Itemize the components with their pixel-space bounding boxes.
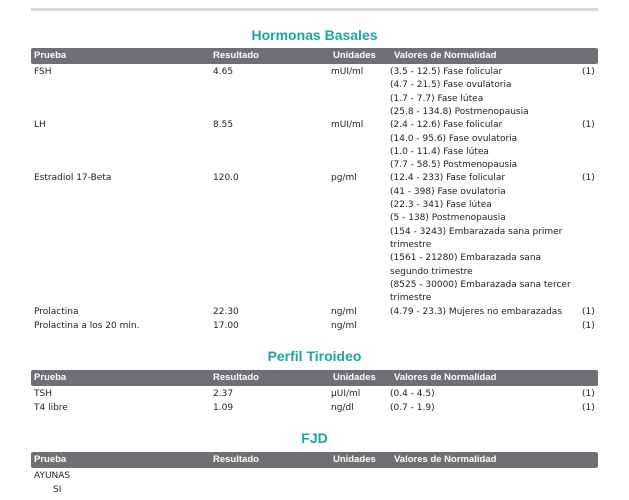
reference-line: (3.5 - 12.5) Fase folicular <box>390 67 503 77</box>
reference-line: (7.7 - 58.5) Postmenopausia <box>390 160 518 171</box>
header-unidades: Unidades <box>333 372 376 383</box>
test-unit: pg/ml <box>331 173 357 184</box>
reference-line: (14.0 - 95.6) Fase ovulatoria <box>390 133 518 144</box>
reference-line: (8525 - 30000) Embarazada sana tercer <box>390 279 571 290</box>
header-valores: Valores de Normalidad <box>394 454 497 465</box>
reference-line: (0.7 - 1.9) <box>390 402 435 413</box>
test-name: Prolactina a los 20 min. <box>34 320 140 331</box>
test-note: (1) <box>582 402 595 413</box>
header-unidades: Unidades <box>333 454 376 465</box>
reference-line: trimestre <box>390 293 432 304</box>
header-resultado: Resultado <box>213 372 259 383</box>
test-note: (1) <box>582 307 595 317</box>
test-result: 2.37 <box>213 389 234 399</box>
header-unidades: Unidades <box>333 50 376 61</box>
section-title-perfil-tiroideo: Perfil Tiroideo <box>267 348 362 364</box>
top-divider <box>31 8 598 11</box>
reference-line: segundo trimestre <box>390 266 473 277</box>
reference-line: (154 - 3243) Embarazada sana primer <box>390 226 563 237</box>
reference-line: (41 - 398) Fase ovulatoria <box>390 186 506 197</box>
test-name: T4 libre <box>34 402 68 413</box>
test-value: SI <box>53 485 62 495</box>
header-valores: Valores de Normalidad <box>394 50 497 61</box>
header-valores: Valores de Normalidad <box>394 372 497 383</box>
test-unit: mUI/ml <box>331 67 364 77</box>
reference-line: (2.4 - 12.6) Fase folicular <box>390 120 503 131</box>
header-prueba: Prueba <box>34 372 67 383</box>
test-name: TSH <box>34 389 52 399</box>
reference-line: (1.0 - 11.4) Fase lútea <box>390 146 489 157</box>
reference-line: (5 - 138) Postmenopausia <box>390 213 506 224</box>
test-result: 8.55 <box>213 120 234 131</box>
header-resultado: Resultado <box>213 454 259 465</box>
test-name: AYUNAS <box>34 471 71 481</box>
table-header-hormonas <box>31 48 598 64</box>
reference-line: (1.7 - 7.7) Fase lútea <box>390 93 484 104</box>
test-unit: µUI/ml <box>331 389 361 399</box>
test-result: 17.00 <box>213 320 239 331</box>
table-header-fjd <box>31 452 598 468</box>
reference-line: trimestre <box>390 239 432 250</box>
test-result: 1.09 <box>213 402 234 413</box>
header-prueba: Prueba <box>34 454 67 465</box>
test-note: (1) <box>582 173 595 184</box>
test-note: (1) <box>582 389 595 399</box>
section-title-fjd: FJD <box>301 430 328 446</box>
test-name: FSH <box>34 67 52 77</box>
reference-line: (1561 - 21280) Embarazada sana <box>390 253 542 264</box>
test-result: 4.65 <box>213 67 234 77</box>
test-unit: ng/ml <box>331 307 357 317</box>
reference-line: (12.4 - 233) Fase folicular <box>390 173 506 184</box>
test-unit: ng/ml <box>331 320 357 331</box>
test-unit: ng/dl <box>331 402 354 413</box>
test-name: Estradiol 17-Beta <box>34 173 112 184</box>
test-note: (1) <box>582 320 595 331</box>
test-name: Prolactina <box>34 307 79 317</box>
section-title-hormonas-basales: Hormonas Basales <box>251 27 378 43</box>
reference-line: (4.79 - 23.3) Mujeres no embarazadas <box>390 307 563 317</box>
test-note: (1) <box>582 120 595 131</box>
reference-line: (0.4 - 4.5) <box>390 389 435 399</box>
reference-line: (4.7 - 21.5) Fase ovulatoria <box>390 80 512 91</box>
test-result: 22.30 <box>213 307 239 317</box>
header-resultado: Resultado <box>213 50 259 61</box>
test-result: 120.0 <box>213 173 239 184</box>
header-prueba: Prueba <box>34 50 67 61</box>
test-note: (1) <box>582 67 595 77</box>
reference-line: (25.8 - 134.8) Postmenopausia <box>390 106 529 117</box>
test-name: LH <box>34 120 46 131</box>
table-header-tiroideo <box>31 370 598 386</box>
test-unit: mUI/ml <box>331 120 364 131</box>
reference-line: (22.3 - 341) Fase lútea <box>390 200 492 210</box>
